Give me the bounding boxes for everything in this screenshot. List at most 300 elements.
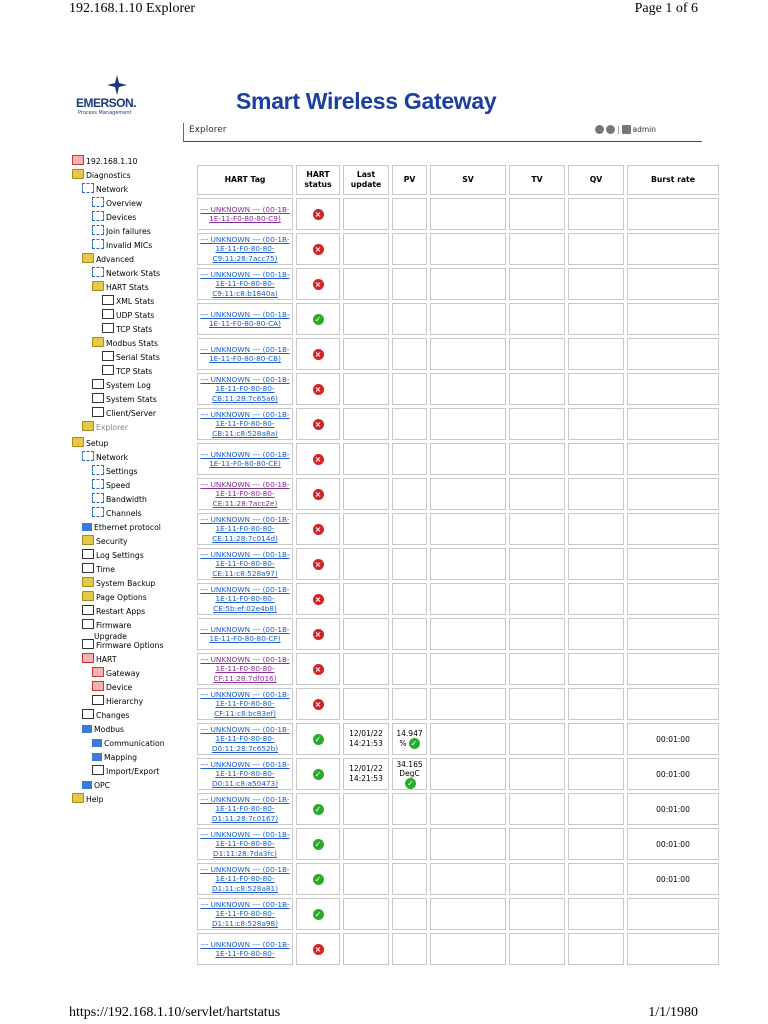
print-footer-date: 1/1/1980 [648, 1005, 698, 1020]
pv-cell [392, 303, 427, 335]
tree-item[interactable] [92, 379, 151, 392]
pv-cell [392, 583, 427, 615]
page-icon [92, 765, 104, 775]
folder-icon [92, 281, 104, 291]
status-error-icon: × [313, 209, 324, 220]
qv-cell [568, 618, 624, 650]
tree-item[interactable] [82, 451, 128, 464]
hart-tag-link[interactable]: --- UNKNOWN --- (00-1B-1E-11-F0-80-80-CE:11:28:7c014d) [197, 513, 293, 545]
tree-item[interactable] [92, 239, 152, 252]
last-update-cell [343, 793, 389, 825]
burst-rate-cell: 00:01:00 [627, 758, 719, 790]
tree-item[interactable] [82, 639, 163, 652]
hart-status-cell [296, 653, 340, 685]
tv-cell [509, 338, 565, 370]
hart-tag-link[interactable]: --- UNKNOWN --- (00-1B-1E-11-F0-80-80-D0:11:28:7c652b) [197, 723, 293, 755]
pv-cell [392, 233, 427, 265]
toolbar [183, 123, 702, 142]
status-error-icon: × [313, 524, 324, 535]
hart-tag-link[interactable]: --- UNKNOWN --- (00-1B-1E-11-F0-80-80-D1:11:28:7c0167) [197, 793, 293, 825]
last-update-cell [343, 583, 389, 615]
pv-value: 14.947 % [396, 729, 423, 748]
tree-item[interactable] [82, 723, 124, 736]
tree-item-label: Client/Server [106, 409, 157, 418]
product-title: Smart Wireless Gateway [236, 88, 497, 114]
tree-item[interactable] [82, 183, 128, 196]
tree-item[interactable] [92, 737, 165, 750]
tree-item[interactable] [82, 709, 129, 722]
qv-cell [568, 478, 624, 510]
tree-item-label: Changes [96, 711, 130, 720]
tree-item[interactable] [82, 421, 128, 434]
tree-item[interactable] [82, 577, 155, 590]
burst-rate-cell [627, 338, 719, 370]
tree-item[interactable] [92, 211, 136, 224]
hart-status-cell [296, 443, 340, 475]
opc-icon [82, 781, 92, 789]
sv-cell [430, 653, 506, 685]
burst-rate-cell: 00:01:00 [627, 793, 719, 825]
tree-item[interactable] [102, 323, 152, 336]
qv-cell [568, 793, 624, 825]
tree-item-label: Join failures [106, 227, 151, 236]
table-row [197, 408, 719, 440]
status-error-icon: × [313, 419, 324, 430]
burst-rate-cell [627, 478, 719, 510]
table-row [197, 233, 719, 265]
page-icon [92, 407, 104, 417]
tree-item[interactable] [92, 493, 147, 506]
page-icon [82, 563, 94, 573]
page-icon [82, 709, 94, 719]
logo-sub: Process Management [78, 110, 132, 116]
col-burst-rate: Burst rate [627, 165, 719, 195]
toolbar-divider: | [616, 125, 620, 134]
sv-cell [430, 793, 506, 825]
network-icon [92, 267, 104, 277]
pv-cell [392, 408, 427, 440]
tree-item[interactable] [92, 393, 157, 406]
tree-item[interactable] [82, 253, 134, 266]
burst-rate-cell [627, 688, 719, 720]
tv-cell [509, 898, 565, 930]
hart-status-table [194, 162, 722, 968]
qv-cell [568, 653, 624, 685]
tv-cell [509, 653, 565, 685]
qv-cell [568, 443, 624, 475]
burst-rate-cell [627, 548, 719, 580]
pv-cell [392, 548, 427, 580]
network-icon [92, 239, 104, 249]
folder-icon [72, 169, 84, 179]
sv-cell [430, 268, 506, 300]
pv-cell [392, 268, 427, 300]
tv-cell [509, 933, 565, 965]
lock-icon[interactable] [622, 125, 631, 134]
network-icon [92, 507, 104, 517]
folder-icon [72, 793, 84, 803]
tv-cell [509, 478, 565, 510]
network-icon [92, 211, 104, 221]
hart-tag-link[interactable]: --- UNKNOWN --- (00-1B-1E-11-F0-80-80-CA) [197, 303, 293, 335]
tree-item-label: Setup [86, 439, 109, 448]
qv-cell [568, 233, 624, 265]
sv-cell [430, 233, 506, 265]
folder-icon [82, 253, 94, 263]
hart-tag-link[interactable]: --- UNKNOWN --- (00-1B-1E-11-F0-80-80-CF:11:28:7df016) [197, 653, 293, 685]
table-row [197, 618, 719, 650]
tree-item-label: Communication [104, 739, 165, 748]
tree-item-label: Invalid MICs [106, 241, 153, 250]
col-last-update: Last update [343, 165, 389, 195]
hart-status-cell [296, 478, 340, 510]
sv-cell [430, 478, 506, 510]
pv-cell [392, 373, 427, 405]
hart-tag-link[interactable]: --- UNKNOWN --- (00-1B-1E-11-F0-80-80-CB) [197, 338, 293, 370]
folder-icon [92, 337, 104, 347]
tree-item-label: Mapping [104, 753, 137, 762]
tree-item-label: UDP Stats [116, 311, 155, 320]
qv-cell [568, 303, 624, 335]
tree-item-label: Device [106, 683, 133, 692]
tv-cell [509, 793, 565, 825]
hart-status-cell [296, 828, 340, 860]
emerson-logo [76, 74, 158, 122]
network-icon [82, 183, 94, 193]
tree-item-label: Explorer [96, 423, 129, 432]
pv-cell [392, 898, 427, 930]
page-icon [102, 365, 114, 375]
page-icon [102, 323, 114, 333]
burst-rate-cell: 00:01:00 [627, 828, 719, 860]
status-ok-icon: ✓ [313, 874, 324, 885]
hart-tag-link[interactable]: --- UNKNOWN --- (00-1B-1E-11-F0-80-80-CB:11:28:7c65a6) [197, 373, 293, 405]
hart-tag-link[interactable]: --- UNKNOWN --- (00-1B-1E-11-F0-80-80-C9:11:28:7acc75) [197, 233, 293, 265]
sv-cell [430, 303, 506, 335]
pv-cell [392, 653, 427, 685]
tree-item[interactable] [102, 309, 154, 322]
page-icon [92, 379, 104, 389]
burst-rate-cell [627, 583, 719, 615]
print-header-page: Page 1 of 6 [634, 1, 698, 16]
tree-item[interactable] [82, 535, 128, 548]
hart-tag-link[interactable]: --- UNKNOWN --- (00-1B-1E-11-F0-80-80-D1:11:c8:528a98) [197, 898, 293, 930]
hart-status-cell [296, 618, 340, 650]
last-update-cell [343, 933, 389, 965]
burst-rate-cell [627, 618, 719, 650]
burst-rate-cell [627, 303, 719, 335]
tree-item-label: Firmware Options [96, 641, 164, 650]
tree-item-label: Serial Stats [116, 353, 160, 362]
status-error-icon: × [313, 279, 324, 290]
last-update-cell [343, 513, 389, 545]
tree-item[interactable] [72, 155, 137, 168]
status-ok-icon: ✓ [313, 909, 324, 920]
hart-status-cell [296, 723, 340, 755]
table-row [197, 933, 719, 965]
tree-item-label: Devices [106, 213, 137, 222]
table-row [197, 373, 719, 405]
tv-cell [509, 618, 565, 650]
qv-cell [568, 723, 624, 755]
network-icon [82, 451, 94, 461]
tree-item-label: HART [96, 655, 117, 664]
table-row [197, 863, 719, 895]
tv-cell [509, 268, 565, 300]
tree-item[interactable] [82, 591, 147, 604]
tree-item[interactable] [92, 225, 151, 238]
hart-tag-link[interactable]: --- UNKNOWN --- (00-1B-1E-11-F0-80-80-CF) [197, 618, 293, 650]
tree-item[interactable] [92, 681, 132, 694]
last-update-cell [343, 548, 389, 580]
sv-cell [430, 513, 506, 545]
page-icon [82, 639, 94, 649]
tree-item[interactable] [82, 549, 144, 562]
tree-item-label: Restart Apps [96, 607, 146, 616]
last-update-cell [343, 373, 389, 405]
table-row [197, 758, 719, 790]
table-row [197, 653, 719, 685]
tree-item[interactable] [82, 619, 132, 641]
tree-item[interactable] [82, 779, 110, 792]
pv-ok-icon: ✓ [409, 738, 420, 749]
hart-icon [82, 653, 94, 663]
pv-cell [392, 443, 427, 475]
pv-cell [392, 513, 427, 545]
network-icon [92, 465, 104, 475]
qv-cell [568, 828, 624, 860]
sv-cell [430, 548, 506, 580]
table-row [197, 688, 719, 720]
pv-cell [392, 933, 427, 965]
hart-tag-link[interactable]: --- UNKNOWN --- (00-1B-1E-11-F0-80-80- [197, 933, 293, 965]
hart-status-cell [296, 863, 340, 895]
status-error-icon: × [313, 489, 324, 500]
pv-cell [392, 828, 427, 860]
hart-status-cell [296, 898, 340, 930]
hart-status-cell [296, 688, 340, 720]
tv-cell [509, 513, 565, 545]
tv-cell [509, 828, 565, 860]
tree-item-label: Modbus [94, 725, 124, 734]
burst-rate-cell: 00:01:00 [627, 863, 719, 895]
help-icon[interactable] [595, 125, 604, 134]
tree-item-label: Overview [106, 199, 143, 208]
folder-icon [82, 577, 94, 587]
status-ok-icon: ✓ [313, 734, 324, 745]
qv-cell [568, 548, 624, 580]
status-error-icon: × [313, 944, 324, 955]
table-row [197, 793, 719, 825]
network-icon [92, 479, 104, 489]
tree-item-label-line2: Upgrade [94, 632, 127, 641]
hart-tag-link[interactable]: --- UNKNOWN --- (00-1B-1E-11-F0-80-80-CF:11:c8:bc83ef) [197, 688, 293, 720]
pv-cell [392, 688, 427, 720]
table-row [197, 303, 719, 335]
burst-rate-cell [627, 653, 719, 685]
hart-tag-link[interactable]: --- UNKNOWN --- (00-1B-1E-11-F0-80-80-CE:11:c8:528a97) [197, 548, 293, 580]
status-error-icon: × [313, 629, 324, 640]
hart-tag-link[interactable]: --- UNKNOWN --- (00-1B-1E-11-F0-80-80-CE) [197, 443, 293, 475]
hart-icon [92, 681, 104, 691]
sv-cell [430, 618, 506, 650]
status-error-icon: × [313, 454, 324, 465]
status-error-icon: × [313, 594, 324, 605]
sv-cell [430, 688, 506, 720]
tree-item-label: TCP Stats [116, 367, 153, 376]
burst-rate-cell [627, 373, 719, 405]
print-header-title: 192.168.1.10 Explorer [69, 1, 195, 16]
sv-cell [430, 443, 506, 475]
tree-item[interactable] [92, 281, 149, 294]
tree-item[interactable] [92, 479, 130, 492]
table-row [197, 513, 719, 545]
tree-item-label: Hierarchy [106, 697, 144, 706]
hart-tag-link[interactable]: --- UNKNOWN --- (00-1B-1E-11-F0-80-80-C9:11:c8:b1840a) [197, 268, 293, 300]
tree-item-label: Advanced [96, 255, 134, 264]
sv-cell [430, 198, 506, 230]
tv-cell [509, 408, 565, 440]
network-icon [92, 493, 104, 503]
hart-tag-link[interactable]: --- UNKNOWN --- (00-1B-1E-11-F0-80-80-D0:11:c8:a50473) [197, 758, 293, 790]
tree-item[interactable] [92, 667, 140, 680]
col-sv: SV [430, 165, 506, 195]
burst-rate-cell [627, 933, 719, 965]
pv-ok-icon: ✓ [405, 778, 416, 789]
hart-tag-link[interactable]: --- UNKNOWN --- (00-1B-1E-11-F0-80-80-C9) [197, 198, 293, 230]
last-update-cell [343, 863, 389, 895]
page-icon [82, 549, 94, 559]
tree-item-label: Ethernet protocol [94, 523, 161, 532]
tv-cell [509, 198, 565, 230]
tree-item-label: Security [96, 537, 128, 546]
tree-item-label: System Log [106, 381, 151, 390]
pv-cell [392, 618, 427, 650]
status-ok-icon: ✓ [313, 804, 324, 815]
col-hart-tag: HART Tag [197, 165, 293, 195]
status-ok-icon: ✓ [313, 769, 324, 780]
table-row [197, 268, 719, 300]
tree-item[interactable] [92, 695, 143, 708]
tree-item[interactable] [92, 765, 159, 778]
pv-cell [392, 198, 427, 230]
qv-cell [568, 513, 624, 545]
burst-rate-cell [627, 268, 719, 300]
tree-item[interactable] [82, 653, 117, 666]
burst-rate-cell [627, 198, 719, 230]
hart-status-cell [296, 548, 340, 580]
tree-item[interactable] [92, 407, 156, 420]
col-hart-status: HART status [296, 165, 340, 195]
hart-tag-link[interactable]: --- UNKNOWN --- (00-1B-1E-11-F0-80-80-D1:11:28:7da3fc) [197, 828, 293, 860]
qv-cell [568, 933, 624, 965]
table-header-row [197, 165, 719, 195]
sv-cell [430, 863, 506, 895]
table-row [197, 898, 719, 930]
tree-item-label: System Backup [96, 579, 156, 588]
hart-tag-link[interactable]: --- UNKNOWN --- (00-1B-1E-11-F0-80-80-CB:11:c8:528a8a) [197, 408, 293, 440]
toolbar-title: Explorer [189, 125, 227, 135]
tv-cell [509, 758, 565, 790]
tree-item[interactable] [92, 507, 142, 520]
table-row [197, 478, 719, 510]
print-footer-url: https://192.168.1.10/servlet/hartstatus [69, 1005, 281, 1020]
page-icon [82, 605, 94, 615]
hart-tag-link[interactable]: --- UNKNOWN --- (00-1B-1E-11-F0-80-80-CE:11:28:7acc2e) [197, 478, 293, 510]
tree-item-label: Help [86, 795, 104, 804]
table-row [197, 583, 719, 615]
status-error-icon: × [313, 244, 324, 255]
tree-item-label: Time [96, 565, 115, 574]
tree-item[interactable] [72, 793, 104, 806]
hart-status-cell [296, 583, 340, 615]
root-icon [72, 155, 84, 165]
tree-item[interactable] [92, 751, 137, 764]
sv-cell [430, 338, 506, 370]
burst-rate-cell [627, 408, 719, 440]
network-icon [92, 225, 104, 235]
tree-item[interactable] [92, 267, 160, 280]
tree-item[interactable] [72, 437, 108, 450]
user-name[interactable]: admin [632, 125, 656, 134]
last-update-cell [343, 443, 389, 475]
modbus-icon [92, 753, 102, 761]
tree-item[interactable] [92, 337, 158, 350]
col-pv: PV [392, 165, 427, 195]
tree-item[interactable] [82, 563, 115, 576]
hart-status-cell [296, 793, 340, 825]
status-error-icon: × [313, 559, 324, 570]
last-update-cell [343, 828, 389, 860]
table-row [197, 338, 719, 370]
hierarchy-icon [92, 695, 104, 705]
hart-tag-link[interactable]: --- UNKNOWN --- (00-1B-1E-11-F0-80-80-CE:5b:ef:02e4b8) [197, 583, 293, 615]
last-update-cell [343, 898, 389, 930]
hart-status-cell [296, 268, 340, 300]
tree-item[interactable] [102, 351, 160, 364]
settings-icon[interactable] [606, 125, 615, 134]
hart-tag-link[interactable]: --- UNKNOWN --- (00-1B-1E-11-F0-80-80-D1:11:c8:528a81) [197, 863, 293, 895]
table-row [197, 198, 719, 230]
hart-status-cell [296, 373, 340, 405]
hart-status-cell [296, 303, 340, 335]
hart-status-cell [296, 198, 340, 230]
tree-item-label: Speed [106, 481, 131, 490]
tree-item-label: Log Settings [96, 551, 144, 560]
tree-item-label: XML Stats [116, 297, 155, 306]
page-icon [102, 351, 114, 361]
folder-icon [82, 535, 94, 545]
tree-item[interactable] [72, 169, 131, 182]
tree-item[interactable] [92, 197, 142, 210]
sv-cell [430, 373, 506, 405]
page-icon [92, 393, 104, 403]
hart-status-cell [296, 233, 340, 265]
tree-item[interactable] [82, 605, 145, 618]
tree-item-label: Firmware [96, 621, 132, 630]
sv-cell [430, 408, 506, 440]
sv-cell [430, 723, 506, 755]
pv-cell [392, 338, 427, 370]
tree-item[interactable] [102, 295, 154, 308]
tree-item[interactable] [82, 521, 161, 534]
tree-item-label: Import/Export [106, 767, 160, 776]
tree-item-label: Network [96, 185, 129, 194]
pv-cell [392, 793, 427, 825]
ethernet-icon [82, 523, 92, 531]
tree-item[interactable] [102, 365, 152, 378]
tree-item[interactable] [92, 465, 138, 478]
